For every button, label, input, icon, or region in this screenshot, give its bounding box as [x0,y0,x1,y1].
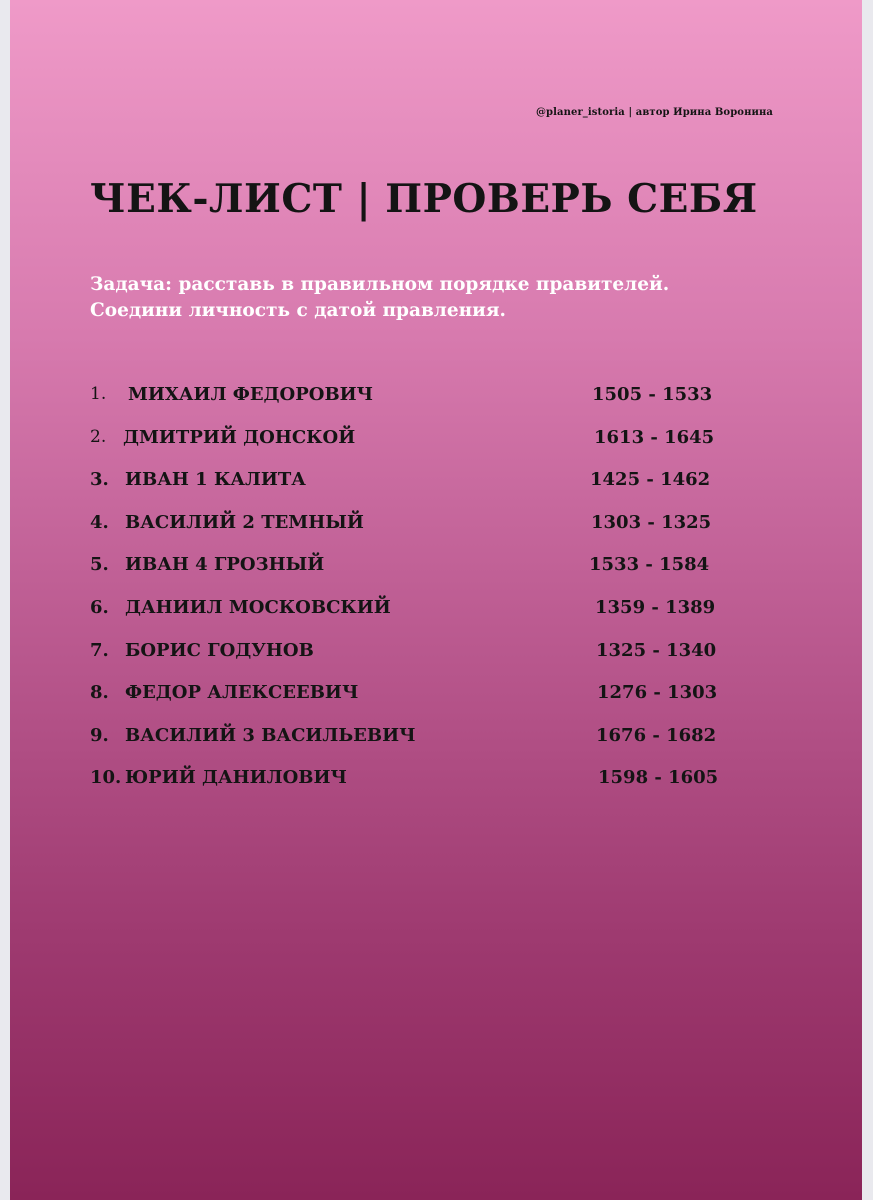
item-number: 8. [90,682,109,704]
ruler-name: ВАСИЛИЙ 2 ТЕМНЫЙ [125,511,364,533]
list-item [10,463,862,506]
ruler-name: ИВАН 1 КАЛИТА [125,469,306,491]
rulers-list [10,378,862,804]
list-item [10,719,862,762]
list-item [10,421,862,464]
list-item [10,548,862,591]
reign-years: 1676 - 1682 [596,724,717,746]
item-number: 5. [90,554,109,576]
checklist-page [10,0,862,1200]
reign-years: 1425 - 1462 [590,469,711,491]
list-item [10,634,862,677]
reign-years: 1303 - 1325 [591,511,712,533]
reign-years: 1613 - 1645 [594,426,715,448]
item-number: 10. [90,767,122,789]
ruler-name: ДАНИИЛ МОСКОВСКИЙ [125,596,391,618]
ruler-name: МИХАИЛ ФЕДОРОВИЧ [128,384,374,405]
task-line-1: Задача: расставь в правильном порядке правителей. [90,274,670,295]
reign-years: 1359 - 1389 [595,596,716,618]
reign-years: 1598 - 1605 [598,767,719,789]
reign-years: 1505 - 1533 [592,384,713,405]
page-title: ЧЕК-ЛИСТ | ПРОВЕРЬ СЕБЯ [90,176,758,222]
ruler-name: БОРИС ГОДУНОВ [125,639,314,661]
item-number: 7. [90,639,109,661]
task-description [90,272,669,324]
item-number: 6. [90,596,109,618]
list-item [10,591,862,634]
ruler-name: ФЕДОР АЛЕКСЕЕВИЧ [125,682,359,704]
item-number: 9. [90,724,109,746]
list-item [10,506,862,549]
list-item [10,676,862,719]
task-line-2: Соедини личность с датой правления. [90,300,506,321]
reign-years: 1533 - 1584 [589,554,710,576]
item-number: 2. [90,426,107,447]
ruler-name: ВАСИЛИЙ 3 ВАСИЛЬЕВИЧ [125,724,416,746]
reign-years: 1276 - 1303 [597,682,718,704]
ruler-name: ИВАН 4 ГРОЗНЫЙ [125,554,325,576]
reign-years: 1325 - 1340 [596,639,717,661]
ruler-name: ДМИТРИЙ ДОНСКОЙ [123,426,356,448]
author-credit: @planer_istoria | автор Ирина Воронина [535,107,773,118]
item-number: 3. [90,469,109,491]
list-item [10,761,862,804]
list-item [10,378,862,421]
ruler-name: ЮРИЙ ДАНИЛОВИЧ [125,767,347,789]
item-number: 1. [90,384,107,404]
item-number: 4. [90,511,109,533]
